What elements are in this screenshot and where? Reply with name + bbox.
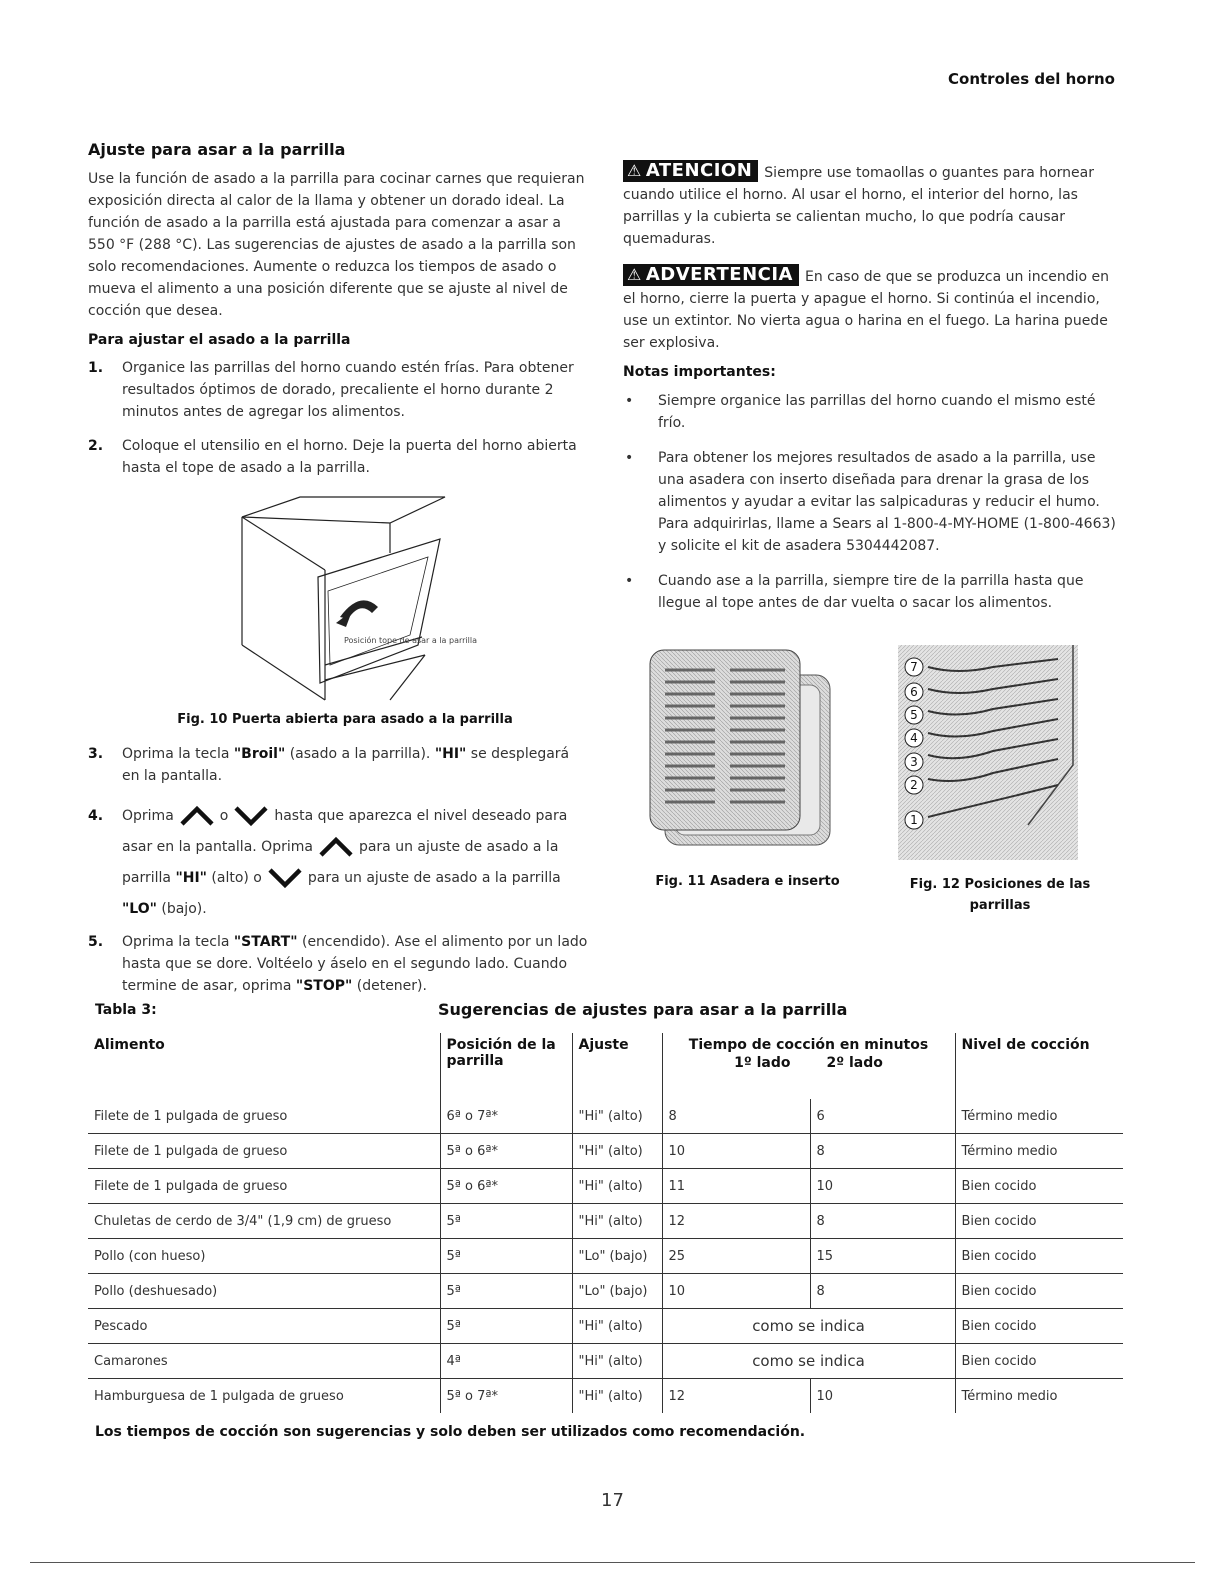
header-cook-time-title: Tiempo de cocción en minutos bbox=[688, 1037, 929, 1053]
hi-label: "HI" bbox=[434, 746, 467, 762]
cell-doneness: Bien cocido bbox=[955, 1274, 1123, 1309]
atencion-paragraph bbox=[623, 160, 1123, 250]
table-row bbox=[88, 1309, 1123, 1344]
advertencia-badge bbox=[623, 264, 799, 286]
rack-number: 4 bbox=[910, 731, 918, 745]
advertencia-text: En caso de que se produzca un incendio en el horno, cierre la puerta y apague el horno. Si continúa el incendio, use un extintor. No vierta agua o harina en el fuego. La harina puede ser explosiva. bbox=[623, 269, 1110, 351]
header-rack-position: Posición de la parrilla bbox=[440, 1033, 572, 1099]
step-text: (detener). bbox=[352, 978, 427, 994]
cell-side-1: 8 bbox=[662, 1099, 810, 1134]
cell-rack-position: 5ª o 6ª* bbox=[440, 1169, 572, 1204]
cell-doneness: Bien cocido bbox=[955, 1239, 1123, 1274]
cell-side-1: 10 bbox=[662, 1134, 810, 1169]
step-number: 1. bbox=[88, 360, 104, 376]
cell-cook-time: como se indica bbox=[662, 1309, 955, 1344]
step-number: 3. bbox=[88, 746, 104, 762]
start-key-label: "START" bbox=[233, 934, 298, 950]
fig12-caption: Fig. 12 Posiciones de las parrillas bbox=[909, 877, 1091, 913]
header-cook-time bbox=[662, 1033, 955, 1099]
step-text: para un ajuste de asado a la parrilla bbox=[122, 839, 559, 886]
cell-doneness: Bien cocido bbox=[955, 1309, 1123, 1344]
bullet: • bbox=[625, 450, 634, 466]
header-doneness: Nivel de cocción bbox=[955, 1033, 1123, 1099]
step-text: (bajo). bbox=[156, 901, 207, 917]
step-number: 5. bbox=[88, 934, 104, 950]
cell-side-2: 8 bbox=[810, 1134, 955, 1169]
down-arrow-icon bbox=[234, 806, 268, 826]
step-text: Coloque el utensilio en el horno. Deje la puerta del horno abierta hasta el tope de asado a la parrilla. bbox=[122, 438, 577, 476]
cell-rack-position: 5ª o 6ª* bbox=[440, 1134, 572, 1169]
rack-positions-figure bbox=[898, 645, 1078, 860]
step-text: Oprima la tecla bbox=[122, 934, 234, 950]
cell-cook-time: como se indica bbox=[662, 1344, 955, 1379]
header-food: Alimento bbox=[94, 1037, 165, 1053]
hi-label: "HI" bbox=[175, 870, 207, 886]
left-column bbox=[88, 140, 588, 491]
cell-rack-position: 5ª bbox=[440, 1204, 572, 1239]
header-setting: Ajuste bbox=[572, 1033, 662, 1099]
cell-rack-position: 4ª bbox=[440, 1344, 572, 1379]
section-title: Ajuste para asar a la parrilla bbox=[88, 140, 346, 159]
header-sides bbox=[669, 1055, 949, 1071]
cell-rack-position: 6ª o 7ª* bbox=[440, 1099, 572, 1134]
bottom-rule bbox=[30, 1562, 1195, 1563]
cell-side-1: 11 bbox=[662, 1169, 810, 1204]
rack-number: 6 bbox=[910, 685, 918, 699]
cell-food: Filete de 1 pulgada de grueso bbox=[88, 1169, 440, 1204]
notes-title: Notas importantes: bbox=[623, 364, 776, 380]
cell-side-1: 10 bbox=[662, 1274, 810, 1309]
atencion-text: Siempre use tomaollas o guantes para hornear cuando utilice el horno. Al usar el horno, el interior del horno, las parrillas y la cubierta se calientan mucho, lo que podría causar quemaduras. bbox=[623, 165, 1094, 247]
cell-side-2: 8 bbox=[810, 1204, 955, 1239]
step-2 bbox=[88, 435, 588, 479]
note-text: Cuando ase a la parrilla, siempre tire de la parrilla hasta que llegue al tope antes de dar vuelta o sacar los alimentos. bbox=[658, 573, 1084, 611]
rack-number: 2 bbox=[910, 778, 918, 792]
table-row bbox=[88, 1379, 1123, 1414]
cell-side-2: 8 bbox=[810, 1274, 955, 1309]
step-text: (asado a la parrilla). bbox=[285, 746, 435, 762]
table-row bbox=[88, 1099, 1123, 1134]
step-5 bbox=[88, 931, 588, 997]
intro-paragraph: Use la función de asado a la parrilla para cocinar carnes que requieran exposición directa al calor de la llama y obtener un dorado ideal. La función de asado a la parrilla está ajustada para comenzar a asar a 550 °F (288 °C). Las sugerencias de ajustes de asado a la parrilla son solo recomendaciones. Aumente o reduzca los tiempos de asado o mueva el alimento a una posición diferente que se ajuste al nivel de cocción que desea. bbox=[88, 171, 585, 319]
step-1 bbox=[88, 357, 588, 423]
fig11-caption: Fig. 11 Asadera e inserto bbox=[655, 874, 840, 889]
svg-text:Posición tope de asar a la par bbox=[344, 635, 477, 645]
cell-setting: "Hi" (alto) bbox=[572, 1204, 662, 1239]
step-number: 4. bbox=[88, 808, 104, 824]
subsection-title: Para ajustar el asado a la parrilla bbox=[88, 332, 351, 348]
notes-list bbox=[623, 390, 1123, 614]
warning-triangle-icon: ⚠ bbox=[627, 161, 642, 180]
cell-food: Pollo (deshuesado) bbox=[88, 1274, 440, 1309]
cell-setting: "Lo" (bajo) bbox=[572, 1274, 662, 1309]
rack-number: 5 bbox=[910, 708, 918, 722]
cell-doneness: Bien cocido bbox=[955, 1204, 1123, 1239]
note-item bbox=[623, 390, 1123, 434]
cell-side-2: 10 bbox=[810, 1169, 955, 1204]
steps-list-b bbox=[88, 743, 588, 997]
cell-setting: "Hi" (alto) bbox=[572, 1379, 662, 1414]
atencion-label: ATENCION bbox=[645, 160, 753, 181]
table-row bbox=[88, 1134, 1123, 1169]
rack-number: 7 bbox=[910, 660, 918, 674]
up-arrow-icon bbox=[319, 837, 353, 857]
lo-label: "LO" bbox=[122, 901, 157, 917]
cell-rack-position: 5ª bbox=[440, 1309, 572, 1344]
cell-side-2: 6 bbox=[810, 1099, 955, 1134]
atencion-badge bbox=[623, 160, 758, 182]
note-item bbox=[623, 447, 1123, 557]
step-text: Organice las parrillas del horno cuando estén frías. Para obtener resultados óptimos de dorado, precaliente el horno durante 2 minutos antes de agregar los alimentos. bbox=[122, 360, 574, 420]
bullet: • bbox=[625, 573, 634, 589]
advertencia-paragraph bbox=[623, 264, 1123, 354]
step-text: hasta que aparezca el nivel deseado para asar en la pantalla. Oprima bbox=[122, 808, 568, 855]
step-number: 2. bbox=[88, 438, 104, 454]
step-3 bbox=[88, 743, 588, 787]
cell-doneness: Bien cocido bbox=[955, 1169, 1123, 1204]
table-row bbox=[88, 1239, 1123, 1274]
broil-settings-table bbox=[88, 1033, 1123, 1413]
advertencia-label: ADVERTENCIA bbox=[645, 264, 793, 285]
header-side-2: 2º lado bbox=[826, 1055, 883, 1071]
fig10-caption: Fig. 10 Puerta abierta para asado a la parrilla bbox=[177, 712, 513, 727]
table-row bbox=[88, 1344, 1123, 1379]
cell-doneness: Bien cocido bbox=[955, 1344, 1123, 1379]
cell-side-1: 12 bbox=[662, 1379, 810, 1414]
header-side-1: 1º lado bbox=[734, 1055, 791, 1071]
note-text: Siempre organice las parrillas del horno cuando el mismo esté frío. bbox=[658, 393, 1096, 431]
cell-side-2: 10 bbox=[810, 1379, 955, 1414]
warning-triangle-icon: ⚠ bbox=[627, 265, 642, 284]
table-label: Tabla 3: bbox=[95, 1002, 157, 1018]
cell-food: Filete de 1 pulgada de grueso bbox=[88, 1134, 440, 1169]
broiler-pan-figure bbox=[645, 645, 835, 855]
cell-food: Pescado bbox=[88, 1309, 440, 1344]
broil-key-label: "Broil" bbox=[233, 746, 286, 762]
cell-setting: "Hi" (alto) bbox=[572, 1169, 662, 1204]
cell-rack-position: 5ª o 7ª* bbox=[440, 1379, 572, 1414]
cell-side-2: 15 bbox=[810, 1239, 955, 1274]
cell-setting: "Hi" (alto) bbox=[572, 1309, 662, 1344]
steps-list-a bbox=[88, 357, 588, 479]
step-text: (alto) o bbox=[206, 870, 262, 886]
table-title: Sugerencias de ajustes para asar a la parrilla bbox=[438, 1000, 848, 1019]
fig10-label: Posición tope de asar a la parrilla bbox=[344, 636, 477, 645]
bullet: • bbox=[625, 393, 634, 409]
page-header: Controles del horno bbox=[948, 70, 1115, 88]
cell-rack-position: 5ª bbox=[440, 1274, 572, 1309]
cell-food: Chuletas de cerdo de 3/4" (1,9 cm) de grueso bbox=[88, 1204, 440, 1239]
step-text: Oprima la tecla bbox=[122, 746, 234, 762]
cell-doneness: Término medio bbox=[955, 1099, 1123, 1134]
step-text: Oprima bbox=[122, 808, 174, 824]
stop-key-label: "STOP" bbox=[295, 978, 353, 994]
step-4 bbox=[88, 801, 588, 925]
step-text: para un ajuste de asado a la parrilla bbox=[307, 870, 561, 886]
cell-setting: "Lo" (bajo) bbox=[572, 1239, 662, 1274]
cell-rack-position: 5ª bbox=[440, 1239, 572, 1274]
cell-side-1: 12 bbox=[662, 1204, 810, 1239]
cell-doneness: Término medio bbox=[955, 1134, 1123, 1169]
table-header-row bbox=[88, 1033, 1123, 1099]
cell-setting: "Hi" (alto) bbox=[572, 1134, 662, 1169]
table-footnote: Los tiempos de cocción son sugerencias y solo deben ser utilizados como recomendación. bbox=[95, 1424, 806, 1440]
step-text: se desplegará en la pantalla. bbox=[122, 746, 570, 784]
cell-food: Hamburguesa de 1 pulgada de grueso bbox=[94, 1388, 344, 1404]
down-arrow-icon bbox=[268, 868, 302, 888]
cell-doneness: Término medio bbox=[955, 1379, 1123, 1414]
page-number: 17 bbox=[601, 1490, 624, 1511]
rack-number: 1 bbox=[910, 813, 918, 827]
table-row bbox=[88, 1274, 1123, 1309]
cell-food: Pollo (con hueso) bbox=[88, 1239, 440, 1274]
note-text: Para obtener los mejores resultados de asado a la parrilla, use una asadera con inserto diseñada para drenar la grasa de los alimentos y ayudar a evitar las salpicaduras y reducir el humo. Para adquirirlas, llame a Sears al 1-800-4-MY-HOME (1-800-4663) y solicite el kit de asadera 5304442087. bbox=[658, 450, 1116, 554]
cell-side-1: 25 bbox=[662, 1239, 810, 1274]
rack-number: 3 bbox=[910, 755, 918, 769]
step-text: (encendido). Ase el alimento por un lado hasta que se dore. Voltéelo y áselo en el segundo lado. Cuando termine de asar, oprima bbox=[122, 934, 588, 994]
up-arrow-icon bbox=[180, 806, 214, 826]
left-steps-b bbox=[88, 743, 588, 1009]
table-row bbox=[88, 1169, 1123, 1204]
cell-setting: "Hi" (alto) bbox=[572, 1099, 662, 1134]
cell-setting: "Hi" (alto) bbox=[572, 1344, 662, 1379]
cell-food: Camarones bbox=[88, 1344, 440, 1379]
step-text: o bbox=[219, 808, 229, 824]
cell-food: Filete de 1 pulgada de grueso bbox=[88, 1099, 440, 1134]
note-item bbox=[623, 570, 1123, 614]
table-row bbox=[88, 1204, 1123, 1239]
oven-door-figure bbox=[240, 495, 477, 700]
right-column bbox=[623, 160, 1123, 627]
